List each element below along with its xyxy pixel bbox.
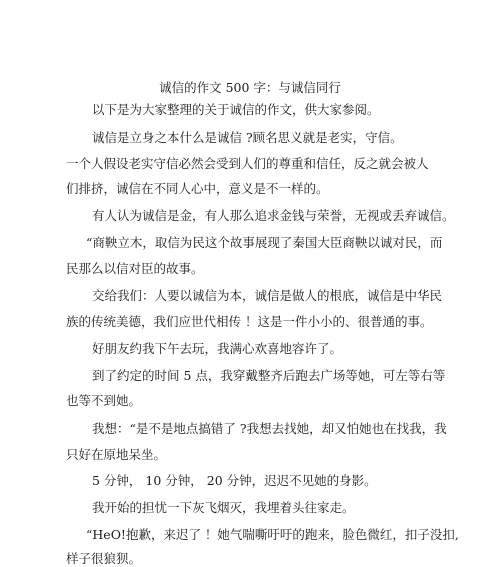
document-title: 诚信的作文 500 字：与诚信同行	[159, 80, 341, 95]
paragraph-line: 交给我们：人要以诚信为本，诚信是做人的根底，诚信是中华民	[92, 288, 443, 303]
paragraph-line: 一个人假设老实守信必然会受到人们的尊重和信任，反之就会被人	[66, 156, 429, 171]
paragraph-line: 样子很狼狈。	[66, 551, 142, 566]
paragraph-line: 我开始的担忧一下灰飞烟灭，我埋着头往家走。	[92, 500, 355, 515]
paragraph-line: 到了约定的时间 5 点，我穿戴整齐后跑去广场等她，可左等右等	[92, 368, 446, 383]
paragraph-line: 只好在原地呆坐。	[66, 447, 167, 462]
paragraph-line: “HeO!抱歉，来迟了 ！她气喘嘶吁吁的跑来，脸色微红，扣子没扣,	[86, 527, 459, 542]
paragraph-line: 好朋友约我下午去玩，我满心欢喜地容许了。	[92, 341, 343, 356]
paragraph-line: 族的传统美德，我们应世代相传 ！这是一件小小的、很普通的事。	[66, 314, 433, 329]
paragraph-line: 我想：“是不是地点搞错了 ?我想去找她，却又怕她也在找我，我	[92, 421, 447, 436]
paragraph-line: 民那么以信对臣的故事。	[66, 261, 204, 276]
paragraph-line: 也等不到她。	[66, 393, 142, 408]
paragraph-line: 以下是为大家整理的关于诚信的作文，供大家参阅。	[92, 102, 380, 117]
paragraph-line: 们排挤，诚信在不同人心中，意义是不一样的。	[66, 181, 329, 196]
paragraph-line: “商鞅立木，取信为民这个故事展现了秦国大臣商鞅以诚对民，而	[86, 235, 443, 250]
paragraph-line: 5 分钟， 10 分钟， 20 分钟，迟迟不见她的身影。	[92, 473, 377, 488]
paragraph-line: 有人认为诚信是金，有人那么追求金钱与荣誉，无视或丢弃诚信。	[92, 208, 455, 223]
paragraph-line: 诚信是立身之本什么是诚信 ?顾名思义就是老实，守信。	[92, 130, 403, 145]
